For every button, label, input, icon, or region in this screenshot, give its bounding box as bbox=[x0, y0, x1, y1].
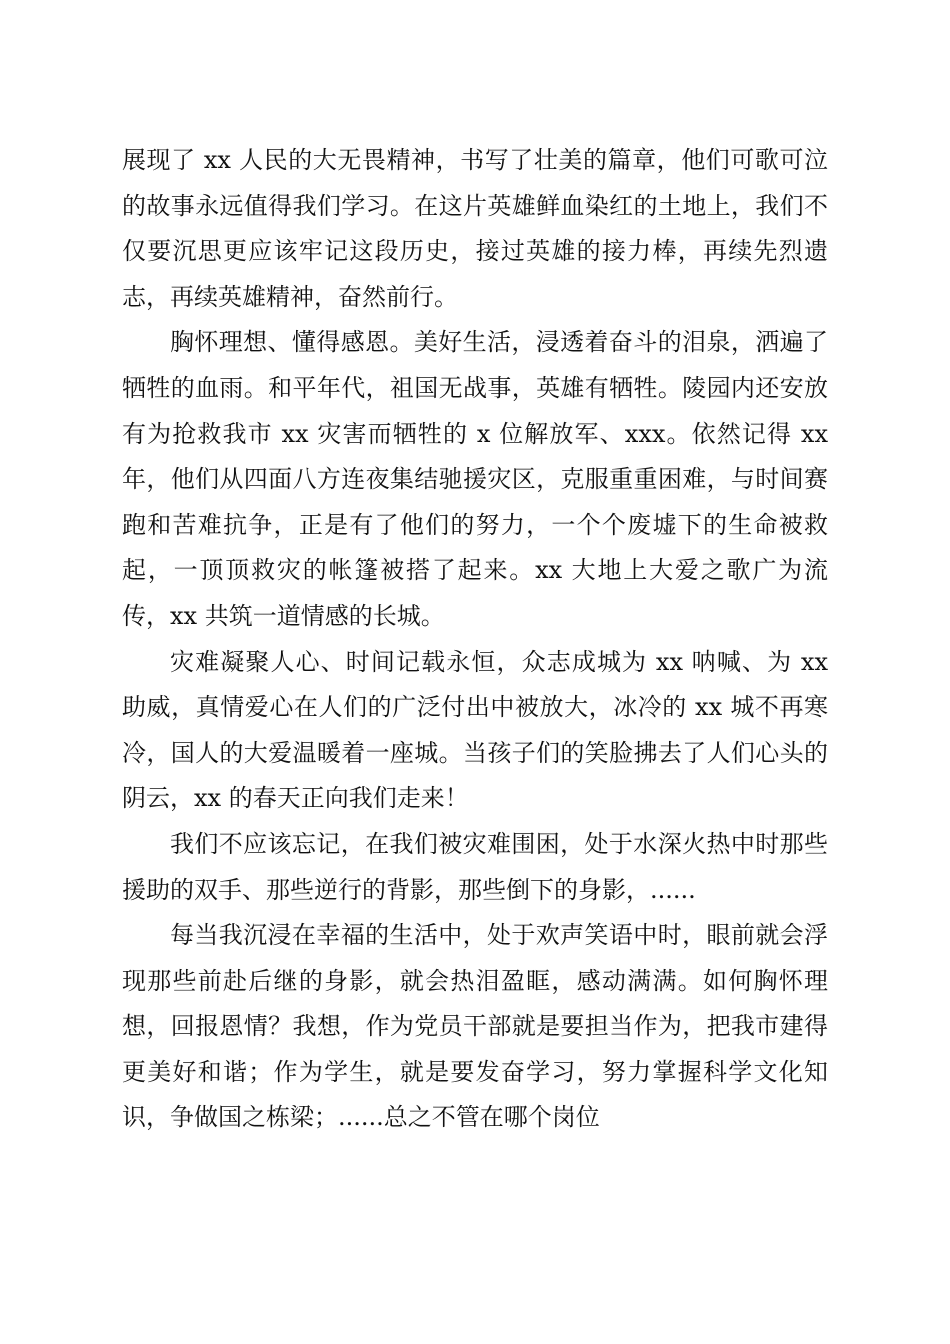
paragraph-5: 每当我沉浸在幸福的生活中，处于欢声笑语中时，眼前就会浮现那些前赴后继的身影，就会热泪盈眶，感动满满。如何胸怀理想，回报恩情？我想，作为党员干部就是要担当作为，把我市建得更美好和谐；作为学生，就是要发奋学习，努力掌握科学文化知识，争做国之栋梁；......总之不管在哪个岗位 bbox=[122, 921, 828, 1132]
paragraph-1: 展现了 xx 人民的大无畏精神，书写了壮美的篇章，他们可歌可泣的故事永远值得我们学习。在这片英雄鲜血染红的土地上，我们不仅要沉思更应该牢记这段历史，接过英雄的接力棒，再续先烈遗志，再续英雄精神，奋然前行。 bbox=[122, 146, 828, 311]
paragraph-3: 灾难凝聚人心、时间记载永恒，众志成城为 xx 呐喊、为 xx 助威，真情爱心在人们的广泛付出中被放大，冰冷的 xx 城不再寒冷，国人的大爱温暖着一座城。当孩子们的笑脸拂去了人们心头的阴云，xx 的春天正向我们走来！ bbox=[122, 647, 828, 813]
paragraph-4: 我们不应该忘记，在我们被灾难围困，处于水深火热中时那些援助的双手、那些逆行的背影，那些倒下的身影，...... bbox=[122, 829, 828, 904]
document-body bbox=[122, 138, 828, 1141]
paragraph-2: 胸怀理想、懂得感恩。美好生活，浸透着奋斗的泪泉，洒遍了牺牲的血雨。和平年代，祖国无战事，英雄有牺牲。陵园内还安放有为抢救我市 xx 灾害而牺牲的 x 位解放军、xxx。依然记得 xx 年，他们从四面八方连夜集结驰援灾区，克服重重困难，与时间赛跑和苦难抗争，正是有了他们的努力，一个个废墟下的生命被救起，一顶顶救灾的帐篷被搭了起来。xx 大地上大爱之歌广为流传，xx 共筑一道情感的长城。 bbox=[122, 328, 828, 630]
